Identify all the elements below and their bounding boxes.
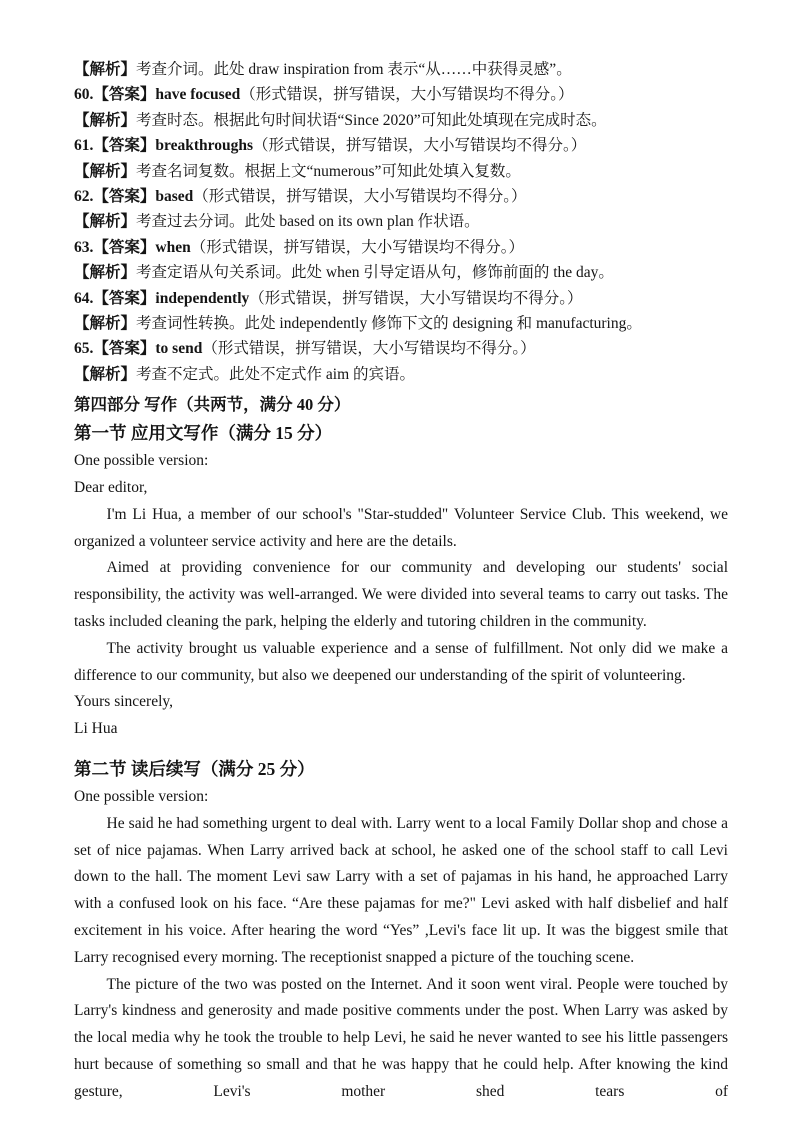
analysis-label: 【解析】 <box>74 162 137 180</box>
answer-word: based <box>155 188 194 206</box>
version-label: One possible version: <box>74 788 209 806</box>
answer-line <box>74 336 728 361</box>
answer-word: have focused <box>155 86 241 104</box>
analysis-label: 【解析】 <box>74 315 137 333</box>
answer-word: independently <box>155 289 250 307</box>
answer-line <box>74 184 728 209</box>
answer-note: （形式错误，拼写错误，大小写错误均不得分。） <box>193 188 527 206</box>
answer-note: （形式错误，拼写错误，大小写错误均不得分。） <box>249 289 583 307</box>
answer-word: to send <box>155 340 203 358</box>
analysis-line <box>74 57 728 82</box>
answer-word: breakthroughs <box>155 137 254 155</box>
answer-note: （形式错误，拼写错误，大小写错误均不得分。） <box>253 137 587 155</box>
analysis-line <box>74 209 728 234</box>
answer-number: 62. <box>74 188 94 206</box>
answer-note: （形式错误，拼写错误，大小写错误均不得分。） <box>190 238 524 256</box>
analysis-label: 【解析】 <box>74 111 137 129</box>
letter-signature: Li Hua <box>74 720 118 738</box>
analysis-text: 考查过去分词。此处 based on its own plan 作状语。 <box>136 213 480 231</box>
analysis-text: 考查名词复数。根据上文“numerous”可知此处填入复数。 <box>136 162 521 180</box>
answer-number: 61. <box>74 137 94 155</box>
answer-line <box>74 235 728 260</box>
analysis-line <box>74 159 728 184</box>
applied-writing-sample <box>74 448 728 743</box>
analysis-label: 【解析】 <box>74 365 137 383</box>
answer-number: 63. <box>74 238 94 256</box>
answer-line <box>74 286 728 311</box>
answer-line <box>74 133 728 158</box>
answer-label: 【答案】 <box>93 188 156 206</box>
analysis-text: 考查介词。此处 draw inspiration from 表示“从……中获得灵感”。 <box>136 61 572 78</box>
answer-note: （形式错误，拼写错误，大小写错误均不得分。） <box>202 340 536 358</box>
analysis-label: 【解析】 <box>74 61 137 78</box>
answer-word: when <box>155 238 191 256</box>
analysis-text: 考查定语从句关系词。此处 when 引导定语从句，修饰前面的 the day。 <box>136 264 614 282</box>
analysis-line <box>74 260 728 285</box>
analysis-text: 考查词性转换。此处 independently 修饰下文的 designing 和 manufacturing。 <box>136 315 642 333</box>
section2-heading: 第二节 读后续写（满分 25 分） <box>74 759 315 780</box>
answer-key-section <box>74 57 728 387</box>
analysis-text: 考查不定式。此处不定式作 aim 的宾语。 <box>136 365 416 383</box>
answer-label: 【答案】 <box>93 86 156 104</box>
letter-closing: Yours sincerely, <box>74 693 174 711</box>
section1-heading: 第一节 应用文写作（满分 15 分） <box>74 423 333 444</box>
answer-label: 【答案】 <box>93 289 156 307</box>
continuation-paragraph: He said he had something urgent to deal with. Larry went to a local Family Dollar shop and chose a set of nice pajamas. When Larry arrived back at school, he asked one of the school staff to call Levi down to the hall. The moment Levi saw Larry with a set of pajamas in his hand, he approached Larry with a confused look on his face. “Are these pajamas for me?" Levi asked with half disbelief and half excitement in his voice. After hearing the word “Yes” ,Levi's face lit up. It was the biggest smile that Larry recognised every morning. The receptionist snapped a picture of the touching scene. <box>74 814 728 966</box>
answer-number: 60. <box>74 86 94 104</box>
answer-label: 【答案】 <box>93 340 156 358</box>
letter-paragraph: Aimed at providing convenience for our community and developing our students' social responsibility, the activity was well-arranged. We were divided into several teams to carry out tasks. The tasks included cleaning the park, helping the elderly and tutoring children in the community. <box>74 559 728 631</box>
version-label: One possible version: <box>74 452 209 470</box>
salutation: Dear editor, <box>74 479 148 497</box>
letter-paragraph: I'm Li Hua, a member of our school's "Star-studded" Volunteer Service Club. This weekend, we organized a volunteer service activity and here are the details. <box>74 505 728 550</box>
analysis-line <box>74 108 728 133</box>
analysis-line <box>74 311 728 336</box>
analysis-label: 【解析】 <box>74 264 137 282</box>
continuation-writing-sample <box>74 784 728 1106</box>
analysis-label: 【解析】 <box>74 213 137 231</box>
analysis-line <box>74 362 728 387</box>
letter-paragraph: The activity brought us valuable experience and a sense of fulfillment. Not only did we make a difference to our community, but also we deepened our understanding of the spirit of volunteering. <box>74 639 728 684</box>
answer-number: 65. <box>74 340 94 358</box>
answer-line <box>74 82 728 107</box>
answer-label: 【答案】 <box>93 238 156 256</box>
part4-heading: 第四部分 写作（共两节，满分 40 分） <box>74 395 351 415</box>
continuation-paragraph: The picture of the two was posted on the Internet. And it soon went viral. People were touched by Larry's kindness and generosity and made positive comments under the post. When Larry was asked by the local media why he took the trouble to help Levi, he said he never wanted to see his little passengers hurt because of something so small and that he was happy that he could help. After knowing the kind gesture, Levi's mother shed tears of <box>74 975 728 1100</box>
answer-number: 64. <box>74 289 94 307</box>
analysis-text: 考查时态。根据此句时间状语“Since 2020”可知此处填现在完成时态。 <box>136 111 607 129</box>
answer-label: 【答案】 <box>93 137 156 155</box>
answer-note: （形式错误，拼写错误，大小写错误均不得分。） <box>240 86 574 104</box>
